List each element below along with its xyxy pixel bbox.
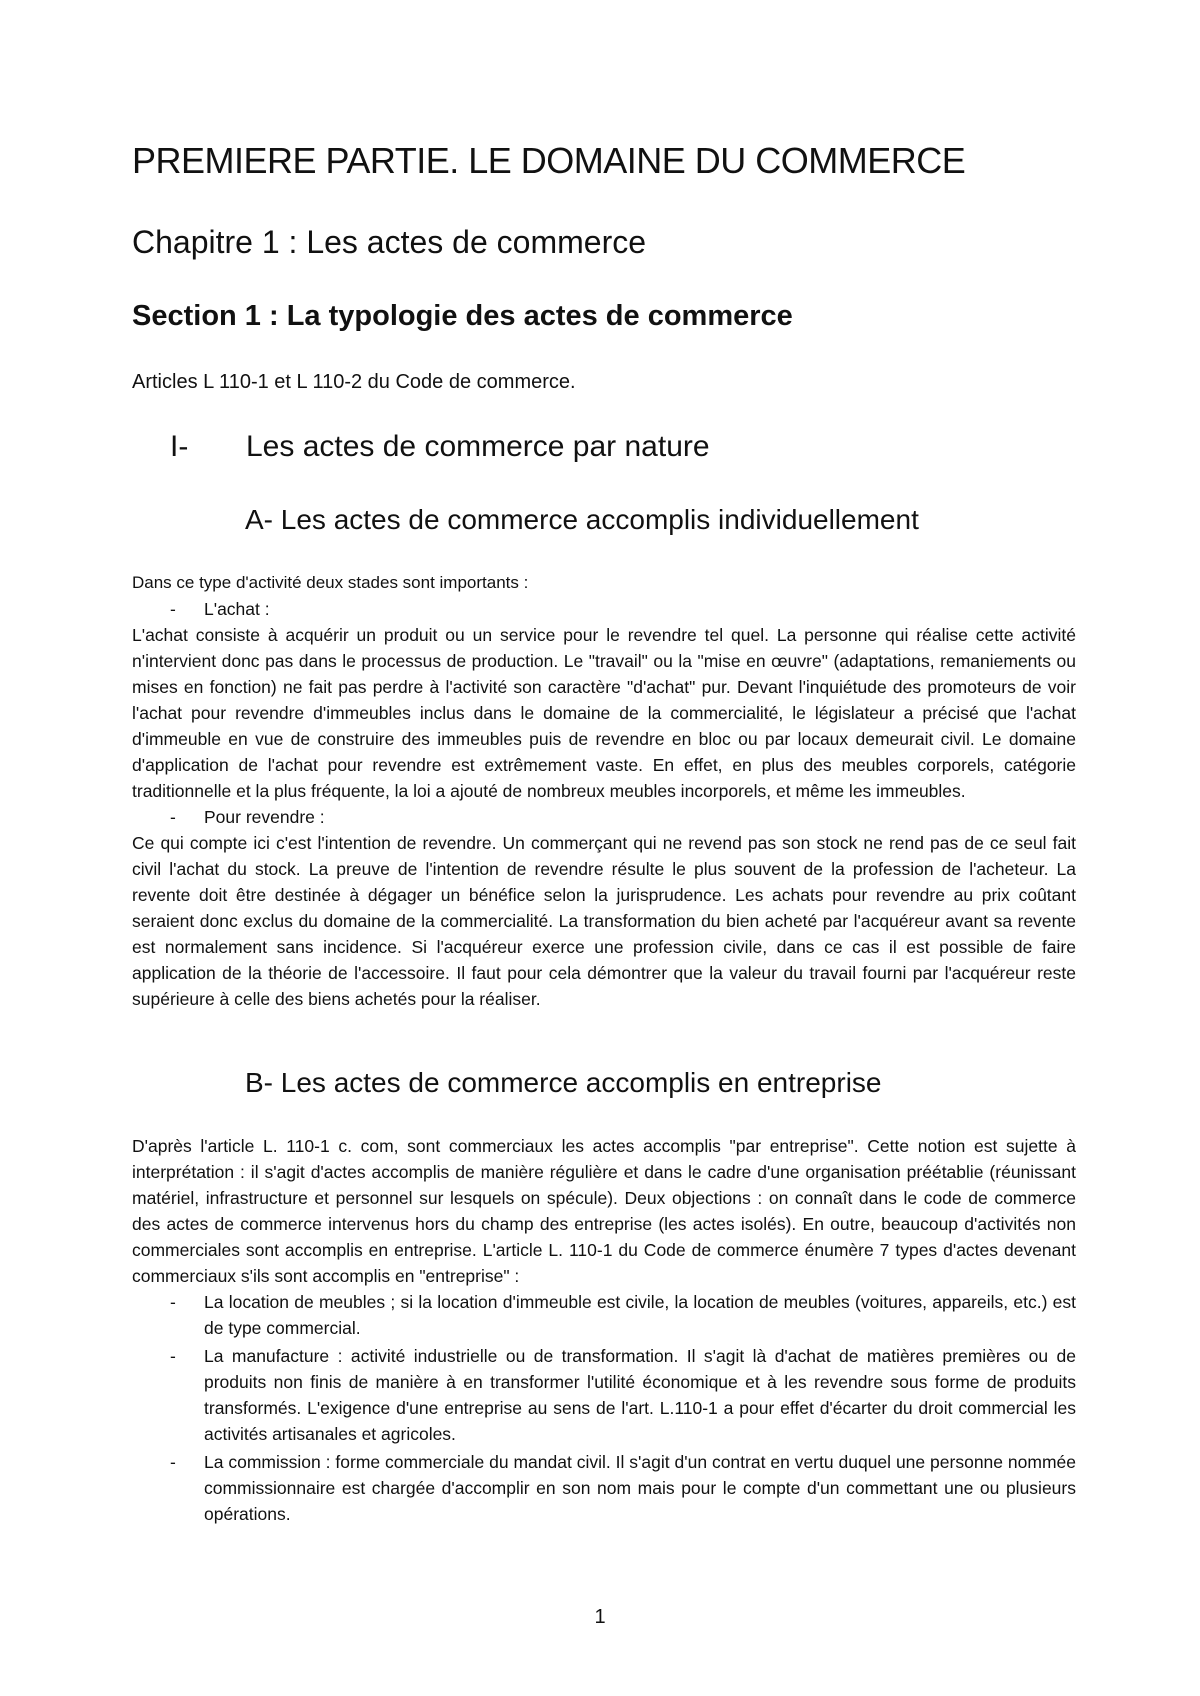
section-title: Section 1 : La typologie des actes de commerce xyxy=(132,300,793,332)
list-item xyxy=(132,1289,1076,1341)
articles-reference: Articles L 110-1 et L 110-2 du Code de commerce. xyxy=(132,371,576,393)
bullet-dash: - xyxy=(170,1346,176,1366)
heading-A: A- Les actes de commerce accomplis individuellement xyxy=(245,504,919,535)
part-title: PREMIERE PARTIE. LE DOMAINE DU COMMERCE xyxy=(132,140,966,181)
bullet-achat xyxy=(132,596,1076,622)
bullet-dash: - xyxy=(170,1452,176,1472)
heading-roman-label: Les actes de commerce par nature xyxy=(246,430,710,463)
heading-roman-I xyxy=(170,430,710,464)
bullet-dash: - xyxy=(170,599,176,619)
list-item-text: La commission : forme commerciale du mandat civil. Il s'agit d'un contrat en vertu duquel une personne nommée commissionnaire est chargée d'accomplir en son nom mais pour le compte d'un commettant une ou plusieurs opérations. xyxy=(204,1452,1076,1524)
bullet-dash: - xyxy=(170,807,176,827)
chapter-title: Chapitre 1 : Les actes de commerce xyxy=(132,224,647,260)
paragraph-revendre: Ce qui compte ici c'est l'intention de revendre. Un commerçant qui ne revend pas son stock ne rend pas de ce seul fait civil l'achat du stock. La preuve de l'intention de revendre résulte le plus souvent de la profession de l'acheteur. La revente doit être destinée à dégager un bénéfice selon la jurisprudence. Les achats pour revendre au prix coûtant seraient donc exclus du domaine de la commercialité. La transformation du bien acheté par l'acquéreur avant sa revente est normalement sans incidence. Si l'acquéreur exerce une profession civile, dans ce cas il est possible de faire application de la théorie de l'accessoire. Il faut pour cela démontrer que la valeur du travail fourni par l'acquéreur reste supérieure à celle des biens achetés pour la réaliser. xyxy=(132,833,1076,1009)
bullet-revendre-label: Pour revendre : xyxy=(204,807,325,827)
section-B-body xyxy=(132,1133,1076,1529)
bullet-achat-label: L'achat : xyxy=(204,599,270,619)
list-item xyxy=(132,1449,1076,1527)
paragraph-B: D'après l'article L. 110-1 c. com, sont commerciaux les actes accomplis "par entreprise". Cette notion est sujette à interprétation : il s'agit d'actes accomplis de manière régulière et dans le cadre d'une organisation préétablie (réunissant matériel, infrastructure et personnel sur lesquels on spécule). Deux objections : on connaît dans le code de commerce des actes de commerce intervenus hors du champ des entreprise (les actes isolés). En outre, beaucoup d'activités non commerciales sont accomplis en entreprise. L'article L. 110-1 du Code de commerce énumère 7 types d'actes devenant commerciaux s'ils sont accomplis en "entreprise" : xyxy=(132,1136,1076,1286)
bullet-revendre xyxy=(132,804,1076,830)
intro-A: Dans ce type d'activité deux stades sont importants : xyxy=(132,573,529,592)
section-A-body xyxy=(132,570,1076,1012)
list-item xyxy=(132,1343,1076,1447)
page-number: 1 xyxy=(594,1606,606,1628)
list-B xyxy=(132,1289,1076,1527)
heading-roman-number: I- xyxy=(170,430,189,463)
heading-B: B- Les actes de commerce accomplis en entreprise xyxy=(245,1067,882,1098)
list-item-text: La location de meubles ; si la location d'immeuble est civile, la location de meubles (voitures, appareils, etc.) est de type commercial. xyxy=(204,1292,1076,1338)
bullet-dash: - xyxy=(170,1292,176,1312)
list-item-text: La manufacture : activité industrielle ou de transformation. Il s'agit là d'achat de matières premières ou de produits non finis de manière à en transformer l'utilité économique et à les revendre sous forme de produits transformés. L'exigence d'une entreprise au sens de l'art. L.110-1 a pour effet d'écarter du droit commercial les activités artisanales et agricoles. xyxy=(204,1346,1076,1444)
paragraph-achat: L'achat consiste à acquérir un produit ou un service pour le revendre tel quel. La personne qui réalise cette activité n'intervient donc pas dans le processus de production. Le "travail" ou la "mise en œuvre" (adaptations, remaniements ou mises en fonction) ne fait pas perdre à l'activité son caractère "d'achat" pur. Devant l'inquiétude des promoteurs de voir l'achat pour revendre d'immeubles inclus dans le domaine de la commercialité, le législateur a précisé que l'achat d'immeuble en vue de construire des immeubles puis de revendre en bloc ou par locaux demeurait civil. Le domaine d'application de l'achat pour revendre est extrêmement vaste. En effet, en plus des meubles corporels, catégorie traditionnelle et la plus fréquente, la loi a ajouté de nombreux meubles incorporels, et même les immeubles. xyxy=(132,625,1076,801)
